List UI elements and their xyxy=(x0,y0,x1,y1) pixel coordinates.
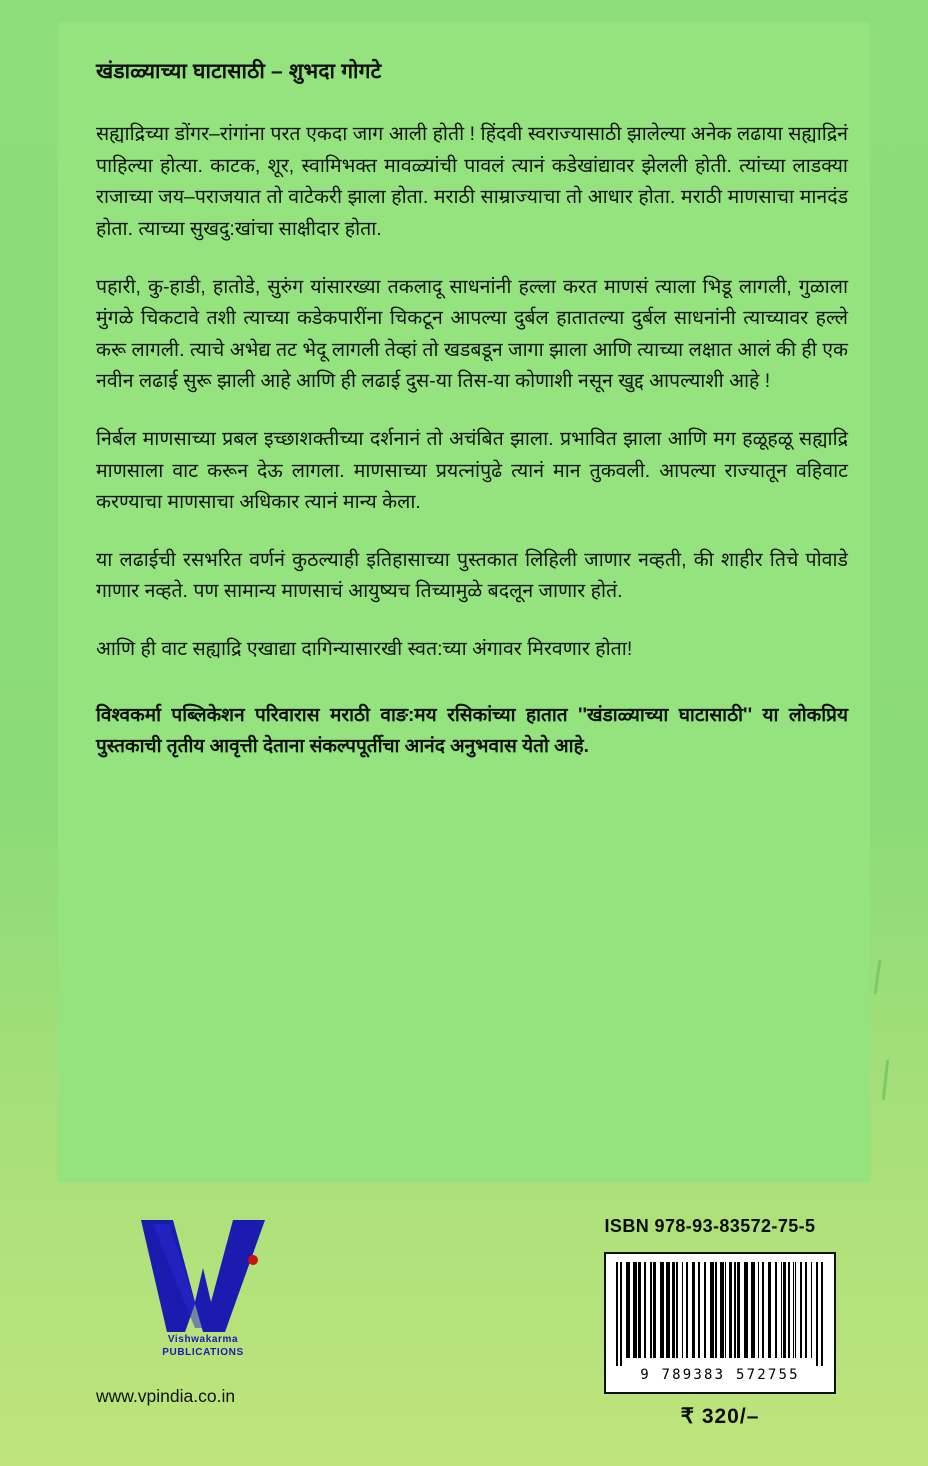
publisher-note: विश्वकर्मा पब्लिकेशन परिवारास मराठी वाङ:मय रसिकांच्या हातात ''खंडाळ्याच्या घाटासाठी'' या लोकप्रिय पुस्तकाची तृतीय आवृत्ती देताना संकल्पपूर्तीचा आनंद अनुभवास येतो आहे. xyxy=(96,705,848,758)
blurb-content xyxy=(96,58,848,763)
isbn-label: ISBN 978-93-83572-75-5 xyxy=(604,1216,816,1236)
blurb-paragraph-4: या लढाईची रसभरित वर्णनं कुठल्याही इतिहासाच्या पुस्तकात लिहिली जाणार नव्हती, की शाहीर तिचे पोवाडे गाणार नव्हते. पण सामान्य माणसाचं आयुष्यच तिच्यामुळे बदलून जाणार होतं. xyxy=(96,548,848,603)
blurb-paragraph-3: निर्बल माणसाच्या प्रबल इच्छाशक्तीच्या दर्शनानं तो अचंबित झाला. प्रभावित झाला आणि मग हळूहळू सह्याद्रि माणसाला वाट करून देऊ लागला. माणसाच्या प्रयत्नांपुढे त्यानं मान तुकवली. आपल्या राज्यातून वहिवाट करण्याचा माणसाचा अधिकार त्यानं मान्य केला. xyxy=(96,427,848,514)
barcode-bars xyxy=(614,1262,826,1366)
publisher-website[interactable]: www.vpindia.co.in xyxy=(96,1386,236,1406)
footer xyxy=(0,1190,928,1466)
edge-smudge-2 xyxy=(882,1060,889,1100)
publisher-logo xyxy=(108,1216,298,1359)
publisher-logo-text xyxy=(108,1334,298,1359)
publisher-logo-line2: PUBLICATIONS xyxy=(162,1346,244,1358)
blurb-paragraph-2: पहारी, कु-हाडी, हातोडे, सुरुंग यांसारख्या तकलादू साधनांनी हल्ला करत माणसं त्याला भिडू लागली, गुळाला मुंगळे चिकटावे तशी त्याच्या कडेकपारींना चिकटून आपल्या दुर्बल हातातल्या दुर्बल साधनांनी त्याच्यावर हल्ले करू लागली. त्याचे अभेद्य तट भेदू लागली तेव्हां तो खडबडून जागा झाला आणि त्याच्या लक्षात आलं की ही एक नवीन लढाई सुरू झाली आहे आणि ही लढाई दुस-या तिस-या कोणाशी नसून खुद्द आपल्याशी आहे ! xyxy=(96,275,848,393)
blurb-paragraph-5: आणि ही वाट सह्याद्रि एखाद्या दागिन्यासारखी स्वत:च्या अंगावर मिरवणार होता! xyxy=(96,637,633,660)
blurb-paragraph-1: सह्याद्रिच्या डोंगर–रांगांना परत एकदा जाग आली होती ! हिंदवी स्वराज्यासाठी झालेल्या अनेक लढाया सह्याद्रिनं पाहिल्या होत्या. काटक, शूर, स्वामिभक्त मावळ्यांची पावलं त्यानं कडेखांद्यावर झेलली होती. त्यांच्या लाडक्या राजाच्या जय–पराजयात तो वाटेकरी झाला होता. मराठी साम्राज्याचा तो आधार होता. मराठी माणसाचा मानदंड होता. त्याच्या सुखदु:खांचा साक्षीदार होता. xyxy=(96,123,848,241)
barcode-digits: 9 789383 572755 xyxy=(640,1367,800,1383)
publisher-logo-line1: Vishwakarma xyxy=(167,1334,239,1345)
page-title: खंडाळ्याच्या घाटासाठी – शुभदा गोगटे xyxy=(96,60,382,83)
barcode xyxy=(604,1252,836,1394)
price-label: ₹ 320/– xyxy=(680,1405,760,1428)
vp-logo-icon xyxy=(133,1216,273,1336)
edge-smudge xyxy=(874,960,882,994)
